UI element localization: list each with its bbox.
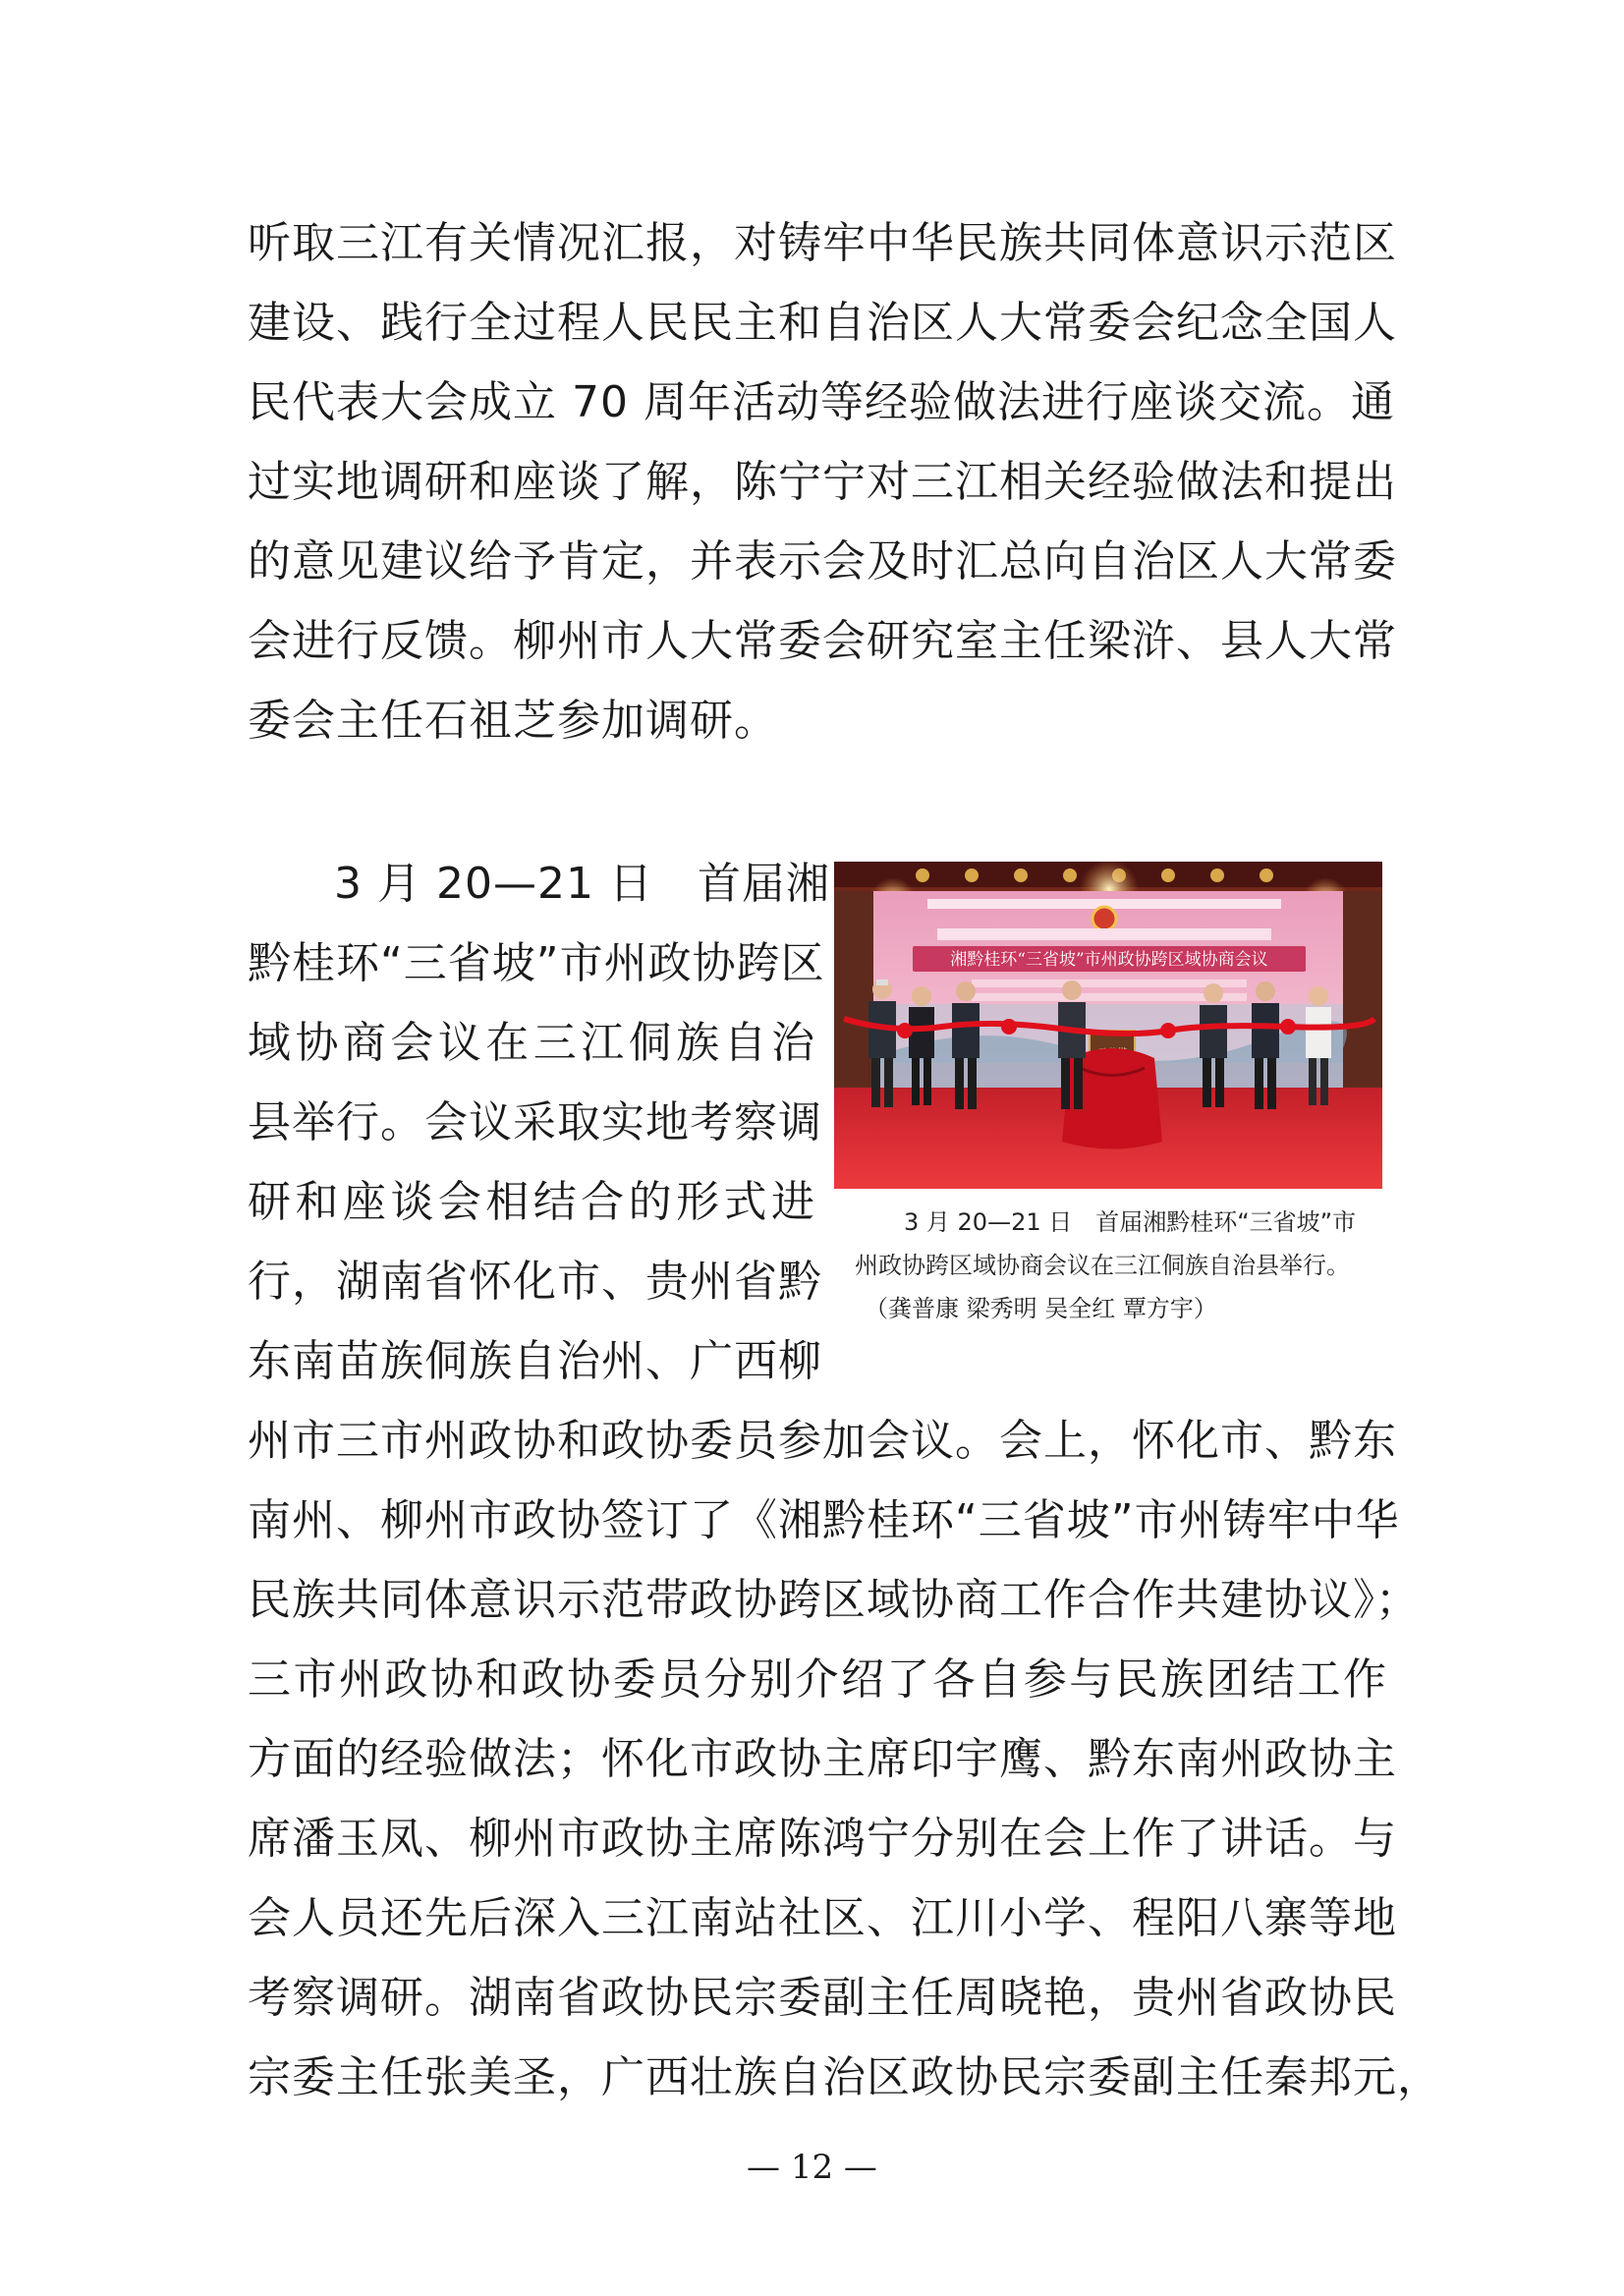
text-line: 过实地调研和座谈了解，陈宁宁对三江相关经验做法和提出	[248, 457, 1397, 507]
text-line: 委会主任石祖芝参加调研。	[248, 696, 778, 746]
text-line: 3 月 20—21 日 首届湘	[334, 859, 830, 909]
text-line: 考察调研。湖南省政协民宗委副主任周晓艳，贵州省政协民	[248, 1973, 1397, 2023]
text-line: 民族共同体意识示范带政协跨区域协商工作合作共建协议》；	[248, 1575, 1420, 1625]
caption-line: （龚普康 梁秀明 吴全红 覃方宇）	[865, 1295, 1217, 1322]
text-line: 研和座谈会相结合的形式进	[248, 1177, 815, 1227]
text-line: 县举行。会议采取实地考察调	[248, 1097, 822, 1148]
caption-line: 3 月 20—21 日 首届湘黔桂环“三省坡”市	[904, 1208, 1357, 1236]
banner-title: 湘黔桂环“三省坡”市州政协跨区域协商会议	[950, 950, 1268, 970]
text-line: 听取三江有关情况汇报，对铸牢中华民族共同体意识示范区	[248, 218, 1397, 268]
ribbon-cutting-photo	[834, 862, 1382, 1189]
text-line: 会人员还先后深入三江南站社区、江川小学、程阳八寨等地	[248, 1893, 1397, 1943]
text-line: 民代表大会成立 70 周年活动等经验做法进行座谈交流。通	[248, 377, 1395, 427]
text-line: 域协商会议在三江侗族自治	[248, 1018, 815, 1068]
caption-line: 州政协跨区域协商会议在三江侗族自治县举行。	[855, 1252, 1350, 1279]
text-line: 宗委主任张美圣，广西壮族自治区政协民宗委副主任秦邦元，	[248, 2052, 1441, 2102]
text-line: 方面的经验做法；怀化市政协主席印宇鹰、黔东南州政协主	[248, 1734, 1397, 1784]
text-line: 南州、柳州市政协签订了《湘黔桂环“三省坡”市州铸牢中华	[248, 1495, 1400, 1545]
text-line: 三市州政协和政协委员分别介绍了各自参与民族团结工作	[248, 1654, 1387, 1705]
text-line: 的意见建议给予肯定，并表示会及时汇总向自治区人大常委	[248, 536, 1397, 587]
text-line: 建设、践行全过程人民民主和自治区人大常委会纪念全国人	[248, 298, 1397, 348]
text-line: 席潘玉凤、柳州市政协主席陈鸿宁分别在会上作了讲话。与	[248, 1814, 1397, 1864]
text-line: 州市三市州政协和政协委员参加会议。会上，怀化市、黔东	[248, 1416, 1397, 1466]
text-line: 东南苗族侗族自治州、广西柳	[248, 1336, 822, 1386]
text-line: 会进行反馈。柳州市人大常委会研究室主任梁浒、县人大常	[248, 616, 1397, 666]
page-number: — 12 —	[747, 2148, 877, 2187]
text-line: 行，湖南省怀化市、贵州省黔	[248, 1257, 822, 1307]
text-line: 黔桂环“三省坡”市州政协跨区	[248, 938, 825, 988]
